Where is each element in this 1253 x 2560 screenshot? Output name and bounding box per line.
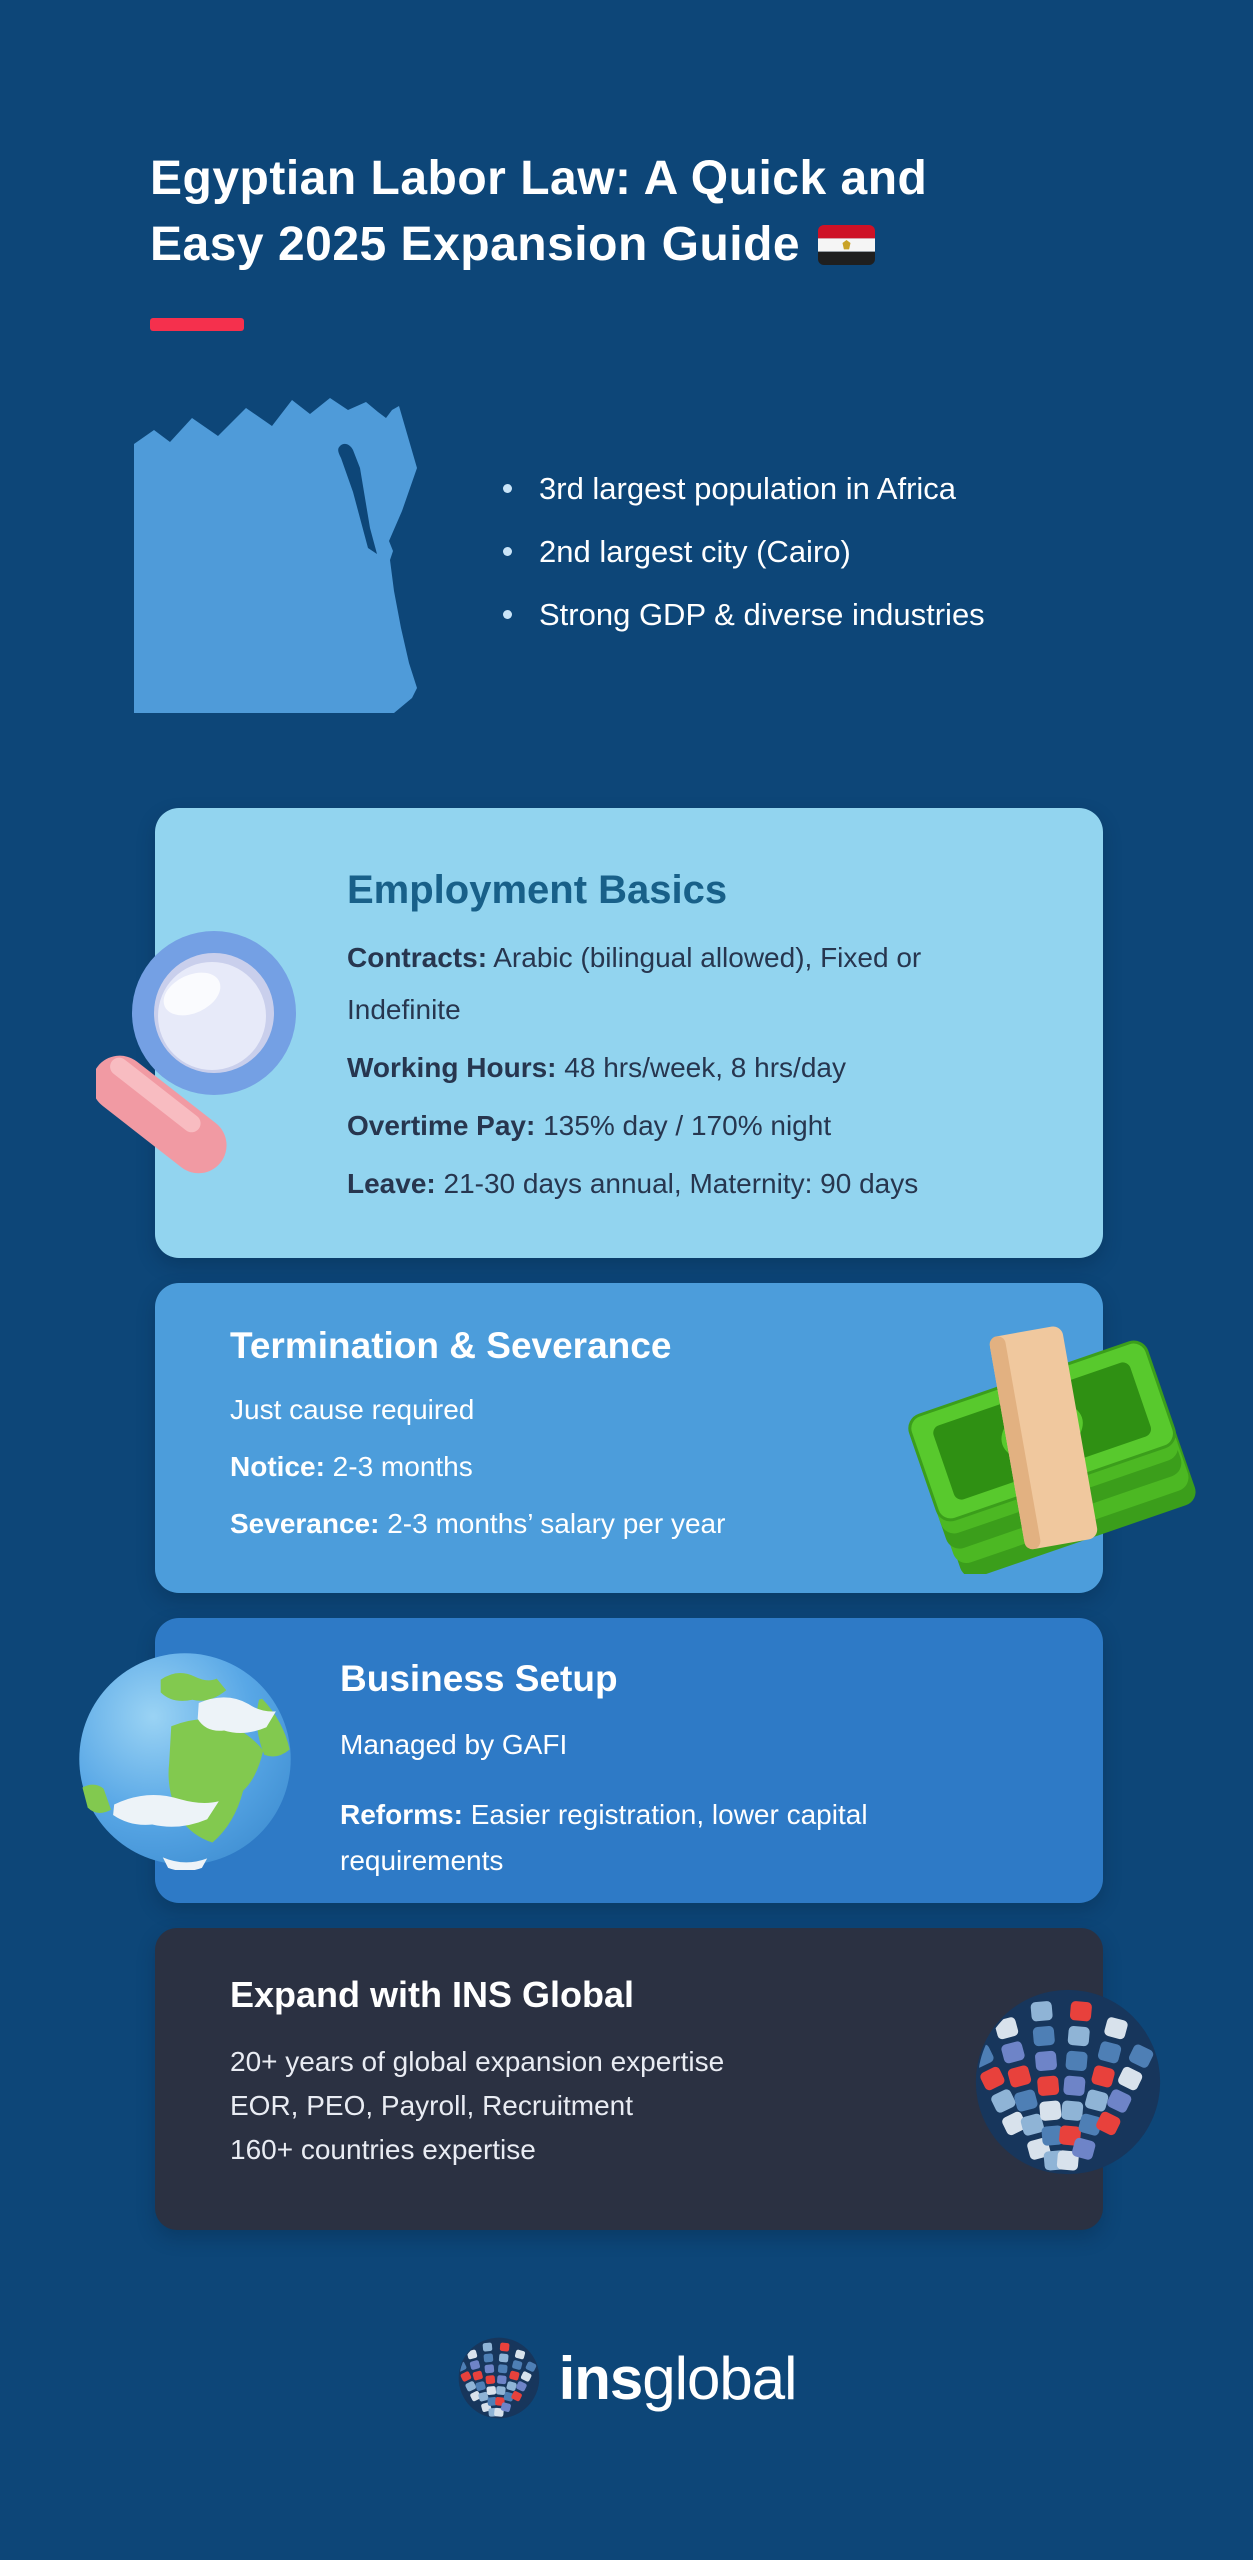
- bullet-text: Strong GDP & diverse industries: [539, 597, 985, 632]
- entry-label: Severance:: [230, 1508, 380, 1539]
- card-entry: [230, 1395, 930, 1425]
- card-entry: [230, 1509, 930, 1539]
- bullet-dot-icon: [503, 484, 512, 493]
- entry-label: Leave:: [347, 1168, 436, 1199]
- card-entry: [340, 1722, 960, 1768]
- entry-text: Managed by GAFI: [340, 1729, 568, 1760]
- bullet-dot-icon: [503, 610, 512, 619]
- entry-text: 2-3 months’ salary per year: [379, 1508, 726, 1539]
- bullet-text: 2nd largest city (Cairo): [539, 534, 851, 569]
- entry-text: Arabic (bilingual allowed), Fixed or Indefinite: [347, 942, 922, 1025]
- brand-globe-icon: [457, 2336, 541, 2420]
- entry-label: Notice:: [230, 1451, 325, 1482]
- earth-globe-icon: [74, 1648, 296, 1870]
- ins-global-card: [155, 1928, 1103, 2230]
- brand-text-light: global: [642, 2344, 797, 2412]
- card-title: Expand with INS Global: [230, 1974, 635, 2015]
- entry-text: 21-30 days annual, Maternity: 90 days: [435, 1168, 919, 1199]
- entry-text: 2-3 months: [324, 1451, 473, 1482]
- page-title-line1: Egyptian Labor Law: A Quick and: [150, 152, 928, 205]
- egypt-flag-icon: [818, 225, 875, 265]
- bullet-text: 3rd largest population in Africa: [539, 471, 957, 506]
- accent-underline: [150, 318, 244, 331]
- card-entry: [347, 932, 1007, 1036]
- list-item: [503, 531, 985, 572]
- card-title: Business Setup: [340, 1658, 618, 1699]
- entry-text: Easier registration, lower capital requirements: [340, 1799, 868, 1876]
- egypt-map-silhouette: [133, 388, 445, 716]
- card-body: [230, 2040, 950, 2172]
- card-body: [347, 932, 1007, 1216]
- mosaic-globe-icon: [972, 1986, 1164, 2178]
- card-entry: [347, 1100, 1007, 1152]
- card-body: [340, 1722, 960, 1908]
- entry-label: Contracts:: [347, 942, 488, 973]
- brand-text-bold: ins: [558, 2344, 643, 2412]
- card-entry: [340, 1792, 960, 1884]
- bullet-dot-icon: [503, 547, 512, 556]
- business-setup-card: [155, 1618, 1103, 1903]
- page-title-line2: Easy 2025 Expansion Guide: [150, 218, 801, 271]
- entry-label: Overtime Pay:: [347, 1110, 536, 1141]
- entry-text: Just cause required: [230, 1394, 475, 1425]
- card-entry: [230, 1452, 930, 1482]
- money-stack-icon: [898, 1322, 1198, 1574]
- card-title: Termination & Severance: [230, 1325, 672, 1366]
- entry-text: 135% day / 170% night: [535, 1110, 832, 1141]
- card-line: 20+ years of global expansion expertise: [230, 2046, 725, 2077]
- card-body: [230, 1395, 930, 1566]
- card-line: EOR, PEO, Payroll, Recruitment: [230, 2090, 634, 2121]
- entry-text: 48 hrs/week, 8 hrs/day: [556, 1052, 846, 1083]
- entry-label: Reforms:: [340, 1799, 463, 1830]
- entry-label: Working Hours:: [347, 1052, 557, 1083]
- brand-logo: [0, 2336, 1253, 2420]
- card-title: Employment Basics: [347, 868, 728, 912]
- highlight-list: [503, 468, 985, 635]
- list-item: [503, 594, 985, 635]
- card-entry: [347, 1042, 1007, 1094]
- employment-basics-card: [155, 808, 1103, 1258]
- card-line: 160+ countries expertise: [230, 2134, 536, 2165]
- page-title: [150, 146, 1110, 278]
- magnifier-icon: [96, 918, 296, 1176]
- card-entry: [347, 1158, 1007, 1210]
- brand-wordmark: [559, 2344, 797, 2413]
- list-item: [503, 468, 985, 509]
